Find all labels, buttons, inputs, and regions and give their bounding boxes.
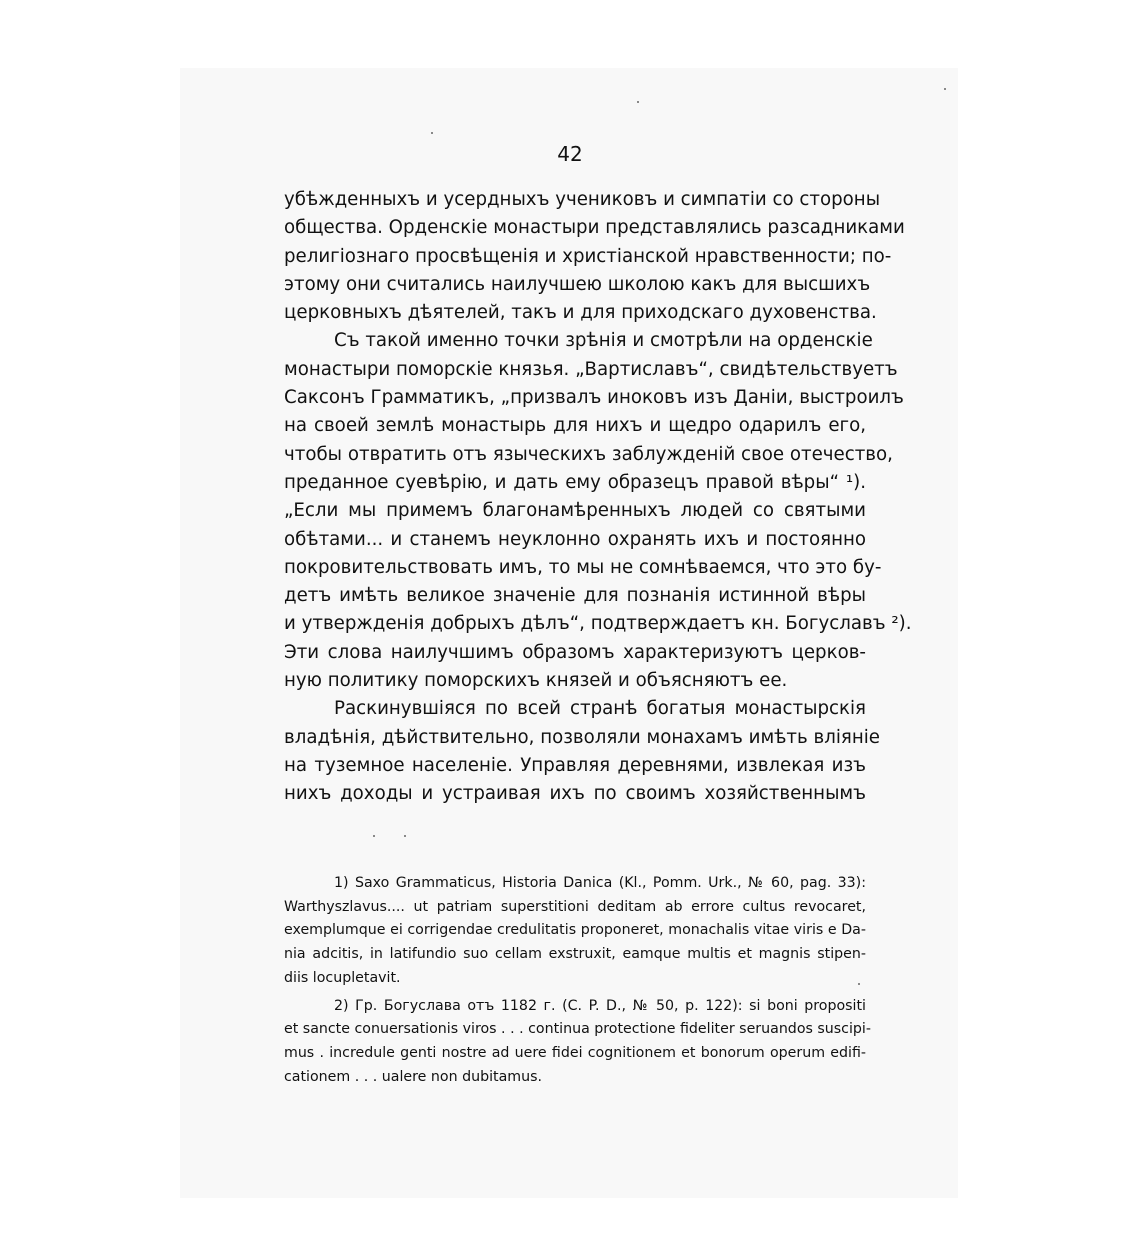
page-number: 42 (557, 142, 583, 166)
text-line: владѣнія, дѣйствительно, позволяли монахамъ имѣть вліяніе (284, 726, 880, 748)
footnote-line: diis locupletavit. (284, 969, 401, 986)
footnote-line: mus . incredule genti nostre ad uere fidei cognitionem et bonorum operum edifi- (284, 1044, 866, 1061)
text-line: покровительствовать имъ, то мы не сомнѣваемся, что это бу- (284, 556, 882, 578)
text-line: религіознаго просвѣщенія и христіанской нравственности; по- (284, 245, 892, 267)
text-line: Эти слова наилучшимъ образомъ характеризуютъ церков- (284, 641, 866, 663)
text-line: детъ имѣть великое значеніе для познанія истинной вѣры (284, 585, 866, 607)
scan-speck (404, 835, 406, 837)
text-line: церковныхъ дѣятелей, такъ и для приходскаго духовенства. (284, 302, 877, 324)
scan-speck (637, 101, 639, 103)
text-line: преданное суевѣрію, и дать ему образецъ правой вѣры“ ¹). (284, 471, 866, 493)
scan-speck (373, 835, 375, 837)
text-line: чтобы отвратить отъ языческихъ заблужденій свое отечество, (284, 443, 893, 465)
text-line: этому они считались наилучшею школою какъ для высшихъ (284, 273, 871, 295)
text-line: Саксонъ Грамматикъ, „призвалъ иноковъ изъ Даніи, выстроилъ (284, 387, 904, 409)
text-line: на своей землѣ монастырь для нихъ и щедро одарилъ его, (284, 415, 866, 437)
text-line: „Если мы примемъ благонамѣренныхъ людей со святыми (284, 500, 866, 522)
footnote-line: nia adcitis, in latifundio suo cellam exstruxit, eamque multis et magnis stipen- (284, 946, 866, 963)
text-line: убѣжденныхъ и усердныхъ учениковъ и симпатіи со стороны (284, 189, 881, 210)
text-line: и утвержденія добрыхъ дѣлъ“, подтверждаетъ кн. Богуславъ ²). (284, 613, 912, 635)
footnote-line: 1) Saxo Grammaticus, Historia Danica (Kl., Pomm. Urk., № 60, pag. 33): (334, 875, 866, 891)
footnote-line: cationem . . . ualere non dubitamus. (284, 1068, 542, 1085)
text-line: на туземное населеніе. Управляя деревнями, извлекая изъ (284, 754, 866, 776)
text-line: монастыри поморскіе князья. „Вартиславъ“, свидѣтельствуетъ (284, 358, 898, 380)
scan-speck (944, 88, 946, 90)
footnote-line: Warthyszlavus.... ut patriam superstitioni deditam ab errore cultus revocaret, (284, 898, 866, 915)
text-line: общества. Орденскіе монастыри представлялись разсадниками (284, 217, 905, 239)
footnotes (284, 872, 871, 1089)
footnote-line: 2) Гр. Богуслава отъ 1182 г. (C. P. D., № 50, p. 122): si boni propositi (334, 997, 866, 1014)
text-line: нихъ доходы и устраивая ихъ по своимъ хозяйственнымъ (284, 783, 866, 805)
text-line: ную политику поморскихъ князей и объясняютъ ее. (284, 670, 788, 692)
main-text (284, 186, 912, 809)
text-line: Раскинувшіяся по всей странѣ богатыя монастырскія (334, 698, 866, 720)
footnote-line: exemplumque ei corrigendae credulitatis proponeret, monachalis vitae viris e Da- (284, 922, 866, 939)
footnote-line: et sancte conuersationis viros . . . continua protectione fideliter seruandos suscipi- (284, 1021, 871, 1038)
text-line: обѣтами... и станемъ неуклонно охранять ихъ и постоянно (284, 528, 866, 550)
scan-speck (431, 132, 433, 134)
text-line: Съ такой именно точки зрѣнія и смотрѣли на орденскіе (334, 330, 873, 352)
